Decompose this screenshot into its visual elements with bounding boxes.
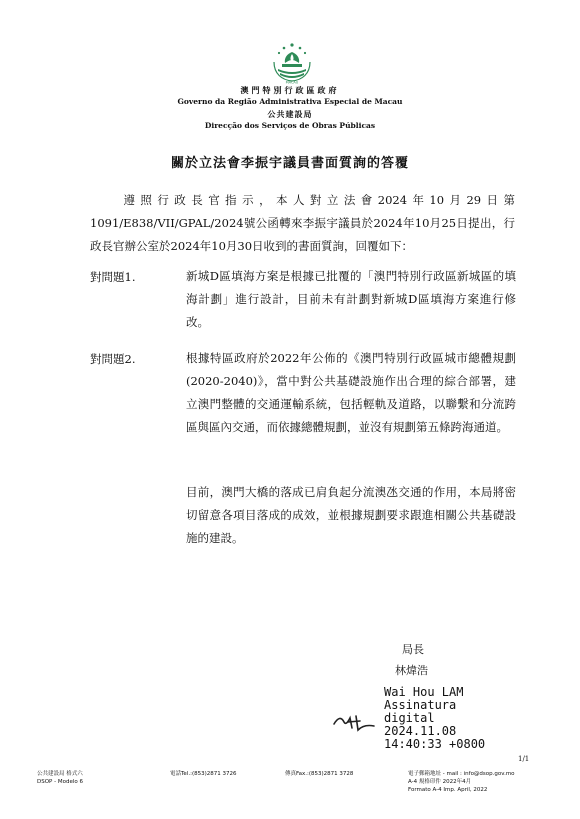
answer-1-label: 對問題1.: [90, 270, 136, 284]
digital-signature-name: Wai Hou LAM: [384, 685, 464, 699]
digital-signature-time: 14:40:33 +0800: [384, 737, 486, 751]
digital-signature-label-1: Assinatura: [384, 698, 457, 712]
document-title: 關於立法會李振宇議員書面質詢的答覆: [170, 156, 409, 171]
signatory-title: 局長: [402, 643, 424, 656]
header-bureau-zh: 公共建設局: [267, 109, 313, 119]
header-government-zh: 澳門特別行政區政府: [240, 85, 340, 95]
footer-email: 電子郵箱地址 - mail : info@dsop.gov.mo: [408, 771, 515, 777]
digital-signature-label-2: digital: [384, 711, 435, 725]
footer-print-format-zh: A-4 規格印件 2022年4月: [408, 779, 472, 785]
footer-form-code-pt: DSOP - Modelo 6: [37, 779, 83, 785]
footer-telephone: 電話Tel.:(853)2871 3726: [170, 771, 237, 777]
macau-emblem-icon: [268, 40, 316, 84]
svg-text:MACAU: MACAU: [285, 80, 299, 84]
header-government-pt: Governo da Região Administrativa Especial de Macau: [177, 97, 403, 106]
footer-fax: 傳真Fax.:(853)2871 3728: [285, 771, 354, 777]
answer-2-paragraph-1: 根據特區政府於2022年公佈的《澳門特別行政區城市總體規劃(2020-2040)》，當中對公共基礎設施作出合理的綜合部署，建立澳門整體的交通運輸系統，包括輕軌及道路，以聯繫和分流跨區與區內交通，而依據總體規劃，並沒有規劃第五條跨海通道。: [186, 351, 516, 434]
footer-form-code-zh: 公共建設局 格式六: [37, 771, 83, 777]
header-bureau-pt: Direcção dos Serviços de Obras Públicas: [204, 121, 376, 130]
answer-1-paragraph: 新城D區填海方案是根據已批覆的「澳門特別行政區新城區的填海計劃」進行設計，目前未有計劃對新城D區填海方案進行修改。: [186, 269, 516, 329]
answer-2-label: 對問題2.: [90, 352, 136, 366]
footer-form-code: [37, 770, 83, 786]
signatory-name: 林煒浩: [395, 664, 428, 677]
footer-contact-format: [408, 770, 515, 794]
digital-signature-block: [384, 686, 485, 751]
digital-signature-date: 2024.11.08: [384, 724, 457, 738]
answer-2-paragraph-2: 目前，澳門大橋的落成已肩負起分流澳氹交通的作用，本局將密切留意各項目落成的成效，並根據規劃要求跟進相關公共基礎設施的建設。: [186, 485, 516, 545]
page-number: 1/1: [518, 755, 530, 763]
footer-print-format-pt: Formato A-4 Imp. April, 2022: [408, 787, 488, 793]
intro-paragraph: [90, 189, 515, 258]
intro-text: 遵照行政長官指示，本人對立法會2024年10月29日第1091/E838/VII/GPAL/2024號公函轉來李振宇議員於2024年10月25日提出，行政長官辦公室於2024年10月30日收到的書面質詢，回覆如下：: [90, 193, 515, 253]
handwritten-signature: [330, 708, 380, 732]
